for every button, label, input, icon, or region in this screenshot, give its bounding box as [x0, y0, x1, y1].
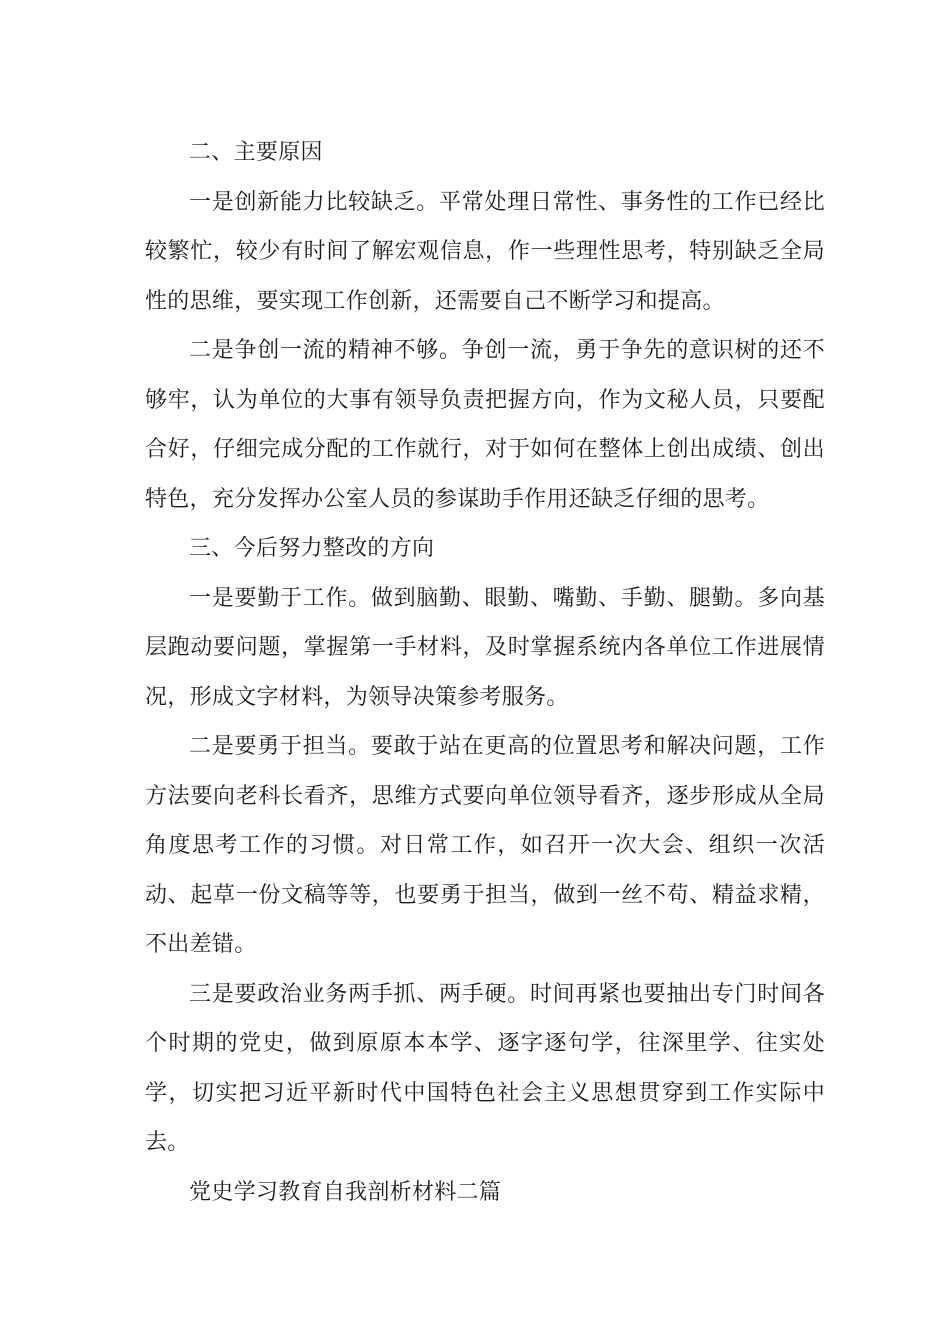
paragraph-innovation-ability: 一是创新能力比较缺乏。平常处理日常性、事务性的工作已经比较繁忙，较少有时间了解宏观信息，作一些理性思考，特别缺乏全局性的思维，要实现工作创新，还需要自己不断学习和提高。: [145, 189, 825, 314]
paragraph-take-responsibility: 二是要勇于担当。要敢于站在更高的位置思考和解决问题，工作方法要向老科长看齐，思维方式要向单位领导看齐，逐步形成从全局角度思考工作的习惯。对日常工作，如召开一次大会、组织一次活动、起草一份文稿等等，也要勇于担当，做到一丝不苟、精益求精，不出差错。: [145, 734, 825, 957]
document-title-next: 党史学习教育自我剖析材料二篇: [189, 1179, 502, 1205]
section-heading-main-causes: 二、主要原因: [189, 140, 323, 165]
paragraph-striving-first-class: 二是争创一流的精神不够。争创一流，勇于争先的意识树的还不够牢，认为单位的大事有领导负责把握方向，作为文秘人员，只要配合好，仔细完成分配的工作就行，对于如何在整体上创出成绩、创出特色，充分发挥办公室人员的参谋助手作用还缺乏仔细的思考。: [145, 338, 825, 512]
paragraph-diligent-work: 一是要勤于工作。做到脑勤、眼勤、嘴勤、手勤、腿勤。多向基层跑动要问题，掌握第一手材料，及时掌握系统内各单位工作进展情况，形成文字材料，为领导决策参考服务。: [145, 585, 825, 710]
document-body: [145, 128, 825, 1217]
section-heading-rectification-direction: 三、今后努力整改的方向: [189, 536, 435, 561]
paragraph-politics-and-business: 三是要政治业务两手抓、两手硬。时间再紧也要抽出专门时间各个时期的党史，做到原原本本学、逐字逐句学，往深里学、往实处学，切实把习近平新时代中国特色社会主义思想贯穿到工作实际中去。: [145, 981, 825, 1155]
